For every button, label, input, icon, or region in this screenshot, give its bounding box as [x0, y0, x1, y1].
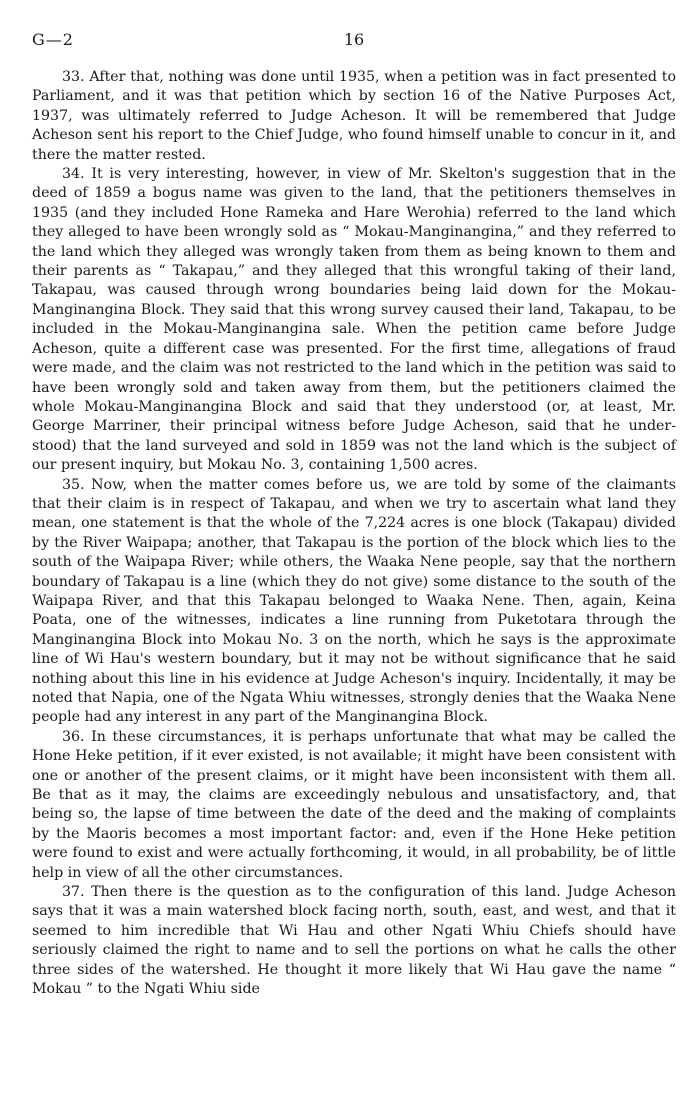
paragraph-34: 34. It is very interesting, however, in view of Mr. Skelton's suggestion that in the deed of 1859 a bogus name was given to the land, that the petitioners themselves in 1935 (and they included Hone Rameka and Hare Werohia) referred to the land which they alleged to have been wrongly sold as “ Mokau-Manginangina,” and they referred to the land which they alleged was wrongly taken from them as being known to them and their parents as “ Takapau,” and they alleged that this wrongful taking of their land, Takapau, was caused through wrong boundaries being laid down for the Mokau-Manginangina Block. They said that this wrong survey caused their land, Takapau, to be included in the Mokau-Manginangina sale. When the petition came before Judge Acheson, quite a different case was presented. For the first time, allegations of fraud were made, and the claim was not restricted to the land which in the petition was said to have been wrongly sold and taken away from them, but the petitioners claimed the whole Mokau-Manginangina Block and said that they understood (or, at least, Mr. George Marriner, their principal witness before Judge Acheson, said that he under-stood) that the land surveyed and sold in 1859 was not the land which is the subject of our present inquiry, but Mokau No. 3, containing 1,500 acres.: [32, 166, 676, 474]
page-header: [32, 30, 676, 54]
document-body: [32, 68, 676, 1000]
paragraph-35: 35. Now, when the matter comes before us, we are told by some of the claimants that their claim is in respect of Takapau, and when we try to ascertain what land they mean, one statement is that the whole of the 7,224 acres is one block (Takapau) divided by the River Waipapa; another, that Takapau is the portion of the block which lies to the south of the Waipapa River; while others, the Waaka Nene people, say that the northern boundary of Takapau is a line (which they do not give) some distance to the south of the Waipapa River, and that this Takapau belonged to Waaka Nene. Then, again, Keina Poata, one of the witnesses, indicates a line running from Puketotara through the Manginangina Block into Mokau No. 3 on the north, which he says is the approximate line of Wi Hau's western boundary, but it may not be without significance that he said nothing about this line in his evidence at Judge Acheson's inquiry. Incidentally, it may be noted that Napia, one of the Ngata Whiu witnesses, strongly denies that the Waaka Nene people had any interest in any part of the Manginangina Block.: [32, 476, 676, 726]
paragraph-33: 33. After that, nothing was done until 1935, when a petition was in fact presented to Parliament, and it was that petition which by section 16 of the Native Purposes Act, 1937, was ultimately referred to Judge Acheson. It will be remembered that Judge Acheson sent his report to the Chief Judge, who found himself unable to concur in it, and there the matter rested.: [32, 69, 676, 163]
paragraph-36: 36. In these circumstances, it is perhaps unfortunate that what may be called the Hone Heke petition, if it ever existed, is not available; it might have been consistent with one or another of the present claims, or it might have been inconsistent with them all. Be that as it may, the claims are exceedingly nebulous and unsatisfactory, and, that being so, the lapse of time between the date of the deed and the making of complaints by the Maoris becomes a most important factor: and, even if the Hone Heke petition were found to exist and were actually forthcoming, it would, in all probability, be of little help in view of all the other circumstances.: [32, 728, 676, 881]
paragraph-37: 37. Then there is the question as to the configuration of this land. Judge Acheson says that it was a main watershed block facing north, south, east, and west, and that it seemed to him incredible that Wi Hau and other Ngati Whiu Chiefs should have seriously claimed the right to name and to sell the portions on what he calls the other three sides of the watershed. He thought it more likely that Wi Hau gave the name “ Mokau ” to the Ngati Whiu side: [32, 884, 676, 998]
page-number: 16: [343, 30, 365, 49]
document-reference: G—2: [32, 30, 74, 49]
